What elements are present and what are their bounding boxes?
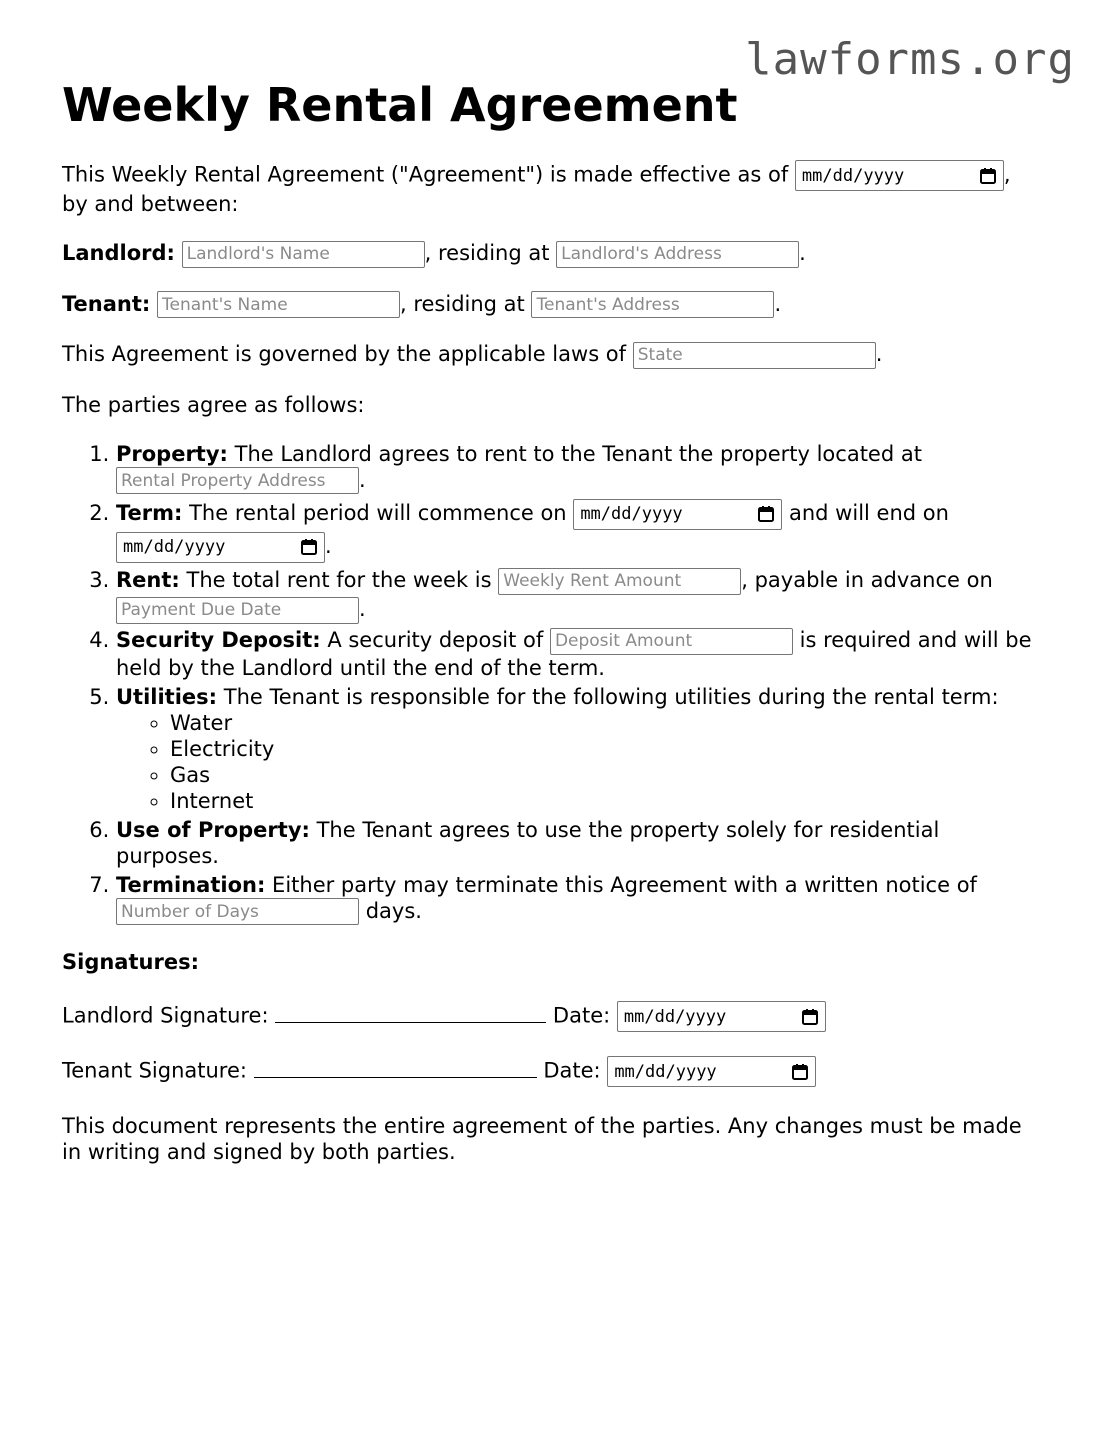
governing-law-line: [62, 341, 1037, 369]
landlord-name-input[interactable]: [182, 241, 425, 268]
weekly-rent-amount-input[interactable]: [498, 568, 741, 595]
date-placeholder: mm/dd/yyyy: [580, 503, 683, 524]
termination-after-text: days.: [365, 898, 422, 923]
calendar-icon[interactable]: [757, 505, 775, 523]
tenant-address-input[interactable]: [531, 291, 774, 318]
utility-item: ◦ Electricity: [170, 736, 1037, 762]
closing-paragraph: This document represents the entire agreement of the parties. Any changes must be made in writing and signed by both parties.: [62, 1114, 1022, 1164]
intro-text: This Weekly Rental Agreement ("Agreement") is made effective as of: [62, 162, 789, 187]
deposit-after-text: is required and will be held by the Landlord until the end of the term.: [116, 628, 1032, 680]
landlord-signature-label: Landlord Signature:: [62, 1003, 269, 1028]
tenant-signature-label: Tenant Signature:: [62, 1058, 247, 1083]
deposit-text: A security deposit of: [327, 628, 544, 652]
tenant-residing-text: , residing at: [399, 291, 525, 316]
date-placeholder: mm/dd/yyyy: [614, 1061, 717, 1082]
signatures-heading-text: Signatures:: [62, 950, 199, 974]
rent-label: Rent:: [116, 568, 180, 592]
use-text: The Tenant agrees to use the property solely for residential purposes.: [116, 817, 940, 868]
landlord-address-input[interactable]: [556, 241, 799, 268]
parties-agree-text: The parties agree as follows:: [62, 392, 365, 417]
utility-item: ◦ Gas: [170, 762, 1037, 788]
term-text: The rental period will commence on: [189, 501, 567, 525]
landlord-signature-date-input[interactable]: [617, 1001, 826, 1032]
number-of-days-input[interactable]: [116, 898, 359, 925]
tenant-signature-line[interactable]: [254, 1059, 537, 1078]
governing-law-end: .: [875, 342, 883, 366]
document-body: [62, 78, 1037, 1188]
property-end: .: [359, 467, 366, 492]
payment-due-date-input[interactable]: [116, 597, 359, 624]
tenant-signature-date-input[interactable]: [607, 1056, 816, 1087]
term-property: [116, 441, 1037, 495]
landlord-line-end: .: [799, 241, 806, 265]
intro-text-end: , by and between:: [62, 162, 1011, 216]
term-term: [116, 497, 1037, 563]
term-termination: [116, 872, 1037, 926]
utility-item: ◦ Water: [170, 710, 1037, 736]
property-label: Property:: [116, 441, 228, 466]
tenant-label: Tenant:: [62, 291, 151, 316]
intro-paragraph: [62, 160, 1037, 217]
utilities-label: Utilities:: [116, 684, 218, 709]
calendar-icon[interactable]: [979, 167, 997, 185]
landlord-label: Landlord:: [62, 241, 175, 265]
tenant-line-end: .: [774, 291, 782, 316]
effective-date-input[interactable]: [795, 160, 1004, 191]
governing-law-text: This Agreement is governed by the applicable laws of: [62, 342, 627, 366]
deposit-label: Security Deposit:: [116, 628, 321, 652]
term-rent: [116, 566, 1037, 624]
lawforms-watermark: lawforms.org: [745, 34, 1075, 85]
start-date-input[interactable]: [573, 499, 782, 530]
end-date-input[interactable]: [116, 532, 325, 563]
signatures-heading: [62, 949, 1037, 975]
landlord-line: [62, 240, 1037, 268]
tenant-line: [62, 291, 1037, 319]
use-label: Use of Property:: [116, 817, 310, 842]
term-middle-text: and will end on: [789, 501, 949, 525]
term-use-of-property: [116, 817, 1037, 869]
termination-label: Termination:: [116, 872, 266, 897]
date-placeholder: mm/dd/yyyy: [123, 536, 226, 557]
landlord-residing-text: , residing at: [424, 241, 550, 265]
termination-text: Either party may terminate this Agreement with a written notice of: [272, 872, 977, 897]
calendar-icon[interactable]: [791, 1063, 809, 1081]
term-security-deposit: [116, 627, 1037, 681]
terms-list: [62, 441, 1037, 926]
term-utilities: [116, 684, 1037, 814]
rent-middle-text: , payable in advance on: [741, 568, 993, 592]
page-title: Weekly Rental Agreement: [62, 78, 738, 132]
date-label: Date:: [552, 1003, 611, 1028]
term-label: Term:: [116, 501, 183, 525]
utilities-list: [116, 710, 1037, 814]
rent-end: .: [359, 597, 366, 621]
utility-item: ◦ Internet: [170, 788, 1037, 814]
tenant-signature-row: [62, 1056, 1037, 1087]
tenant-name-input[interactable]: [157, 291, 400, 318]
utilities-text: The Tenant is responsible for the following utilities during the rental term:: [223, 684, 999, 709]
term-end: .: [325, 534, 332, 558]
property-text: The Landlord agrees to rent to the Tenant the property located at: [234, 441, 922, 466]
date-placeholder: mm/dd/yyyy: [801, 165, 905, 186]
state-input[interactable]: [633, 342, 876, 369]
date-label: Date:: [543, 1058, 601, 1083]
rent-text: The total rent for the week is: [186, 568, 492, 592]
landlord-signature-line[interactable]: [275, 1004, 546, 1023]
calendar-icon[interactable]: [801, 1008, 819, 1026]
date-placeholder: mm/dd/yyyy: [623, 1006, 727, 1027]
deposit-amount-input[interactable]: [550, 628, 793, 655]
rental-property-address-input[interactable]: [116, 467, 359, 494]
calendar-icon[interactable]: [300, 538, 318, 556]
landlord-signature-row: [62, 1001, 1037, 1032]
